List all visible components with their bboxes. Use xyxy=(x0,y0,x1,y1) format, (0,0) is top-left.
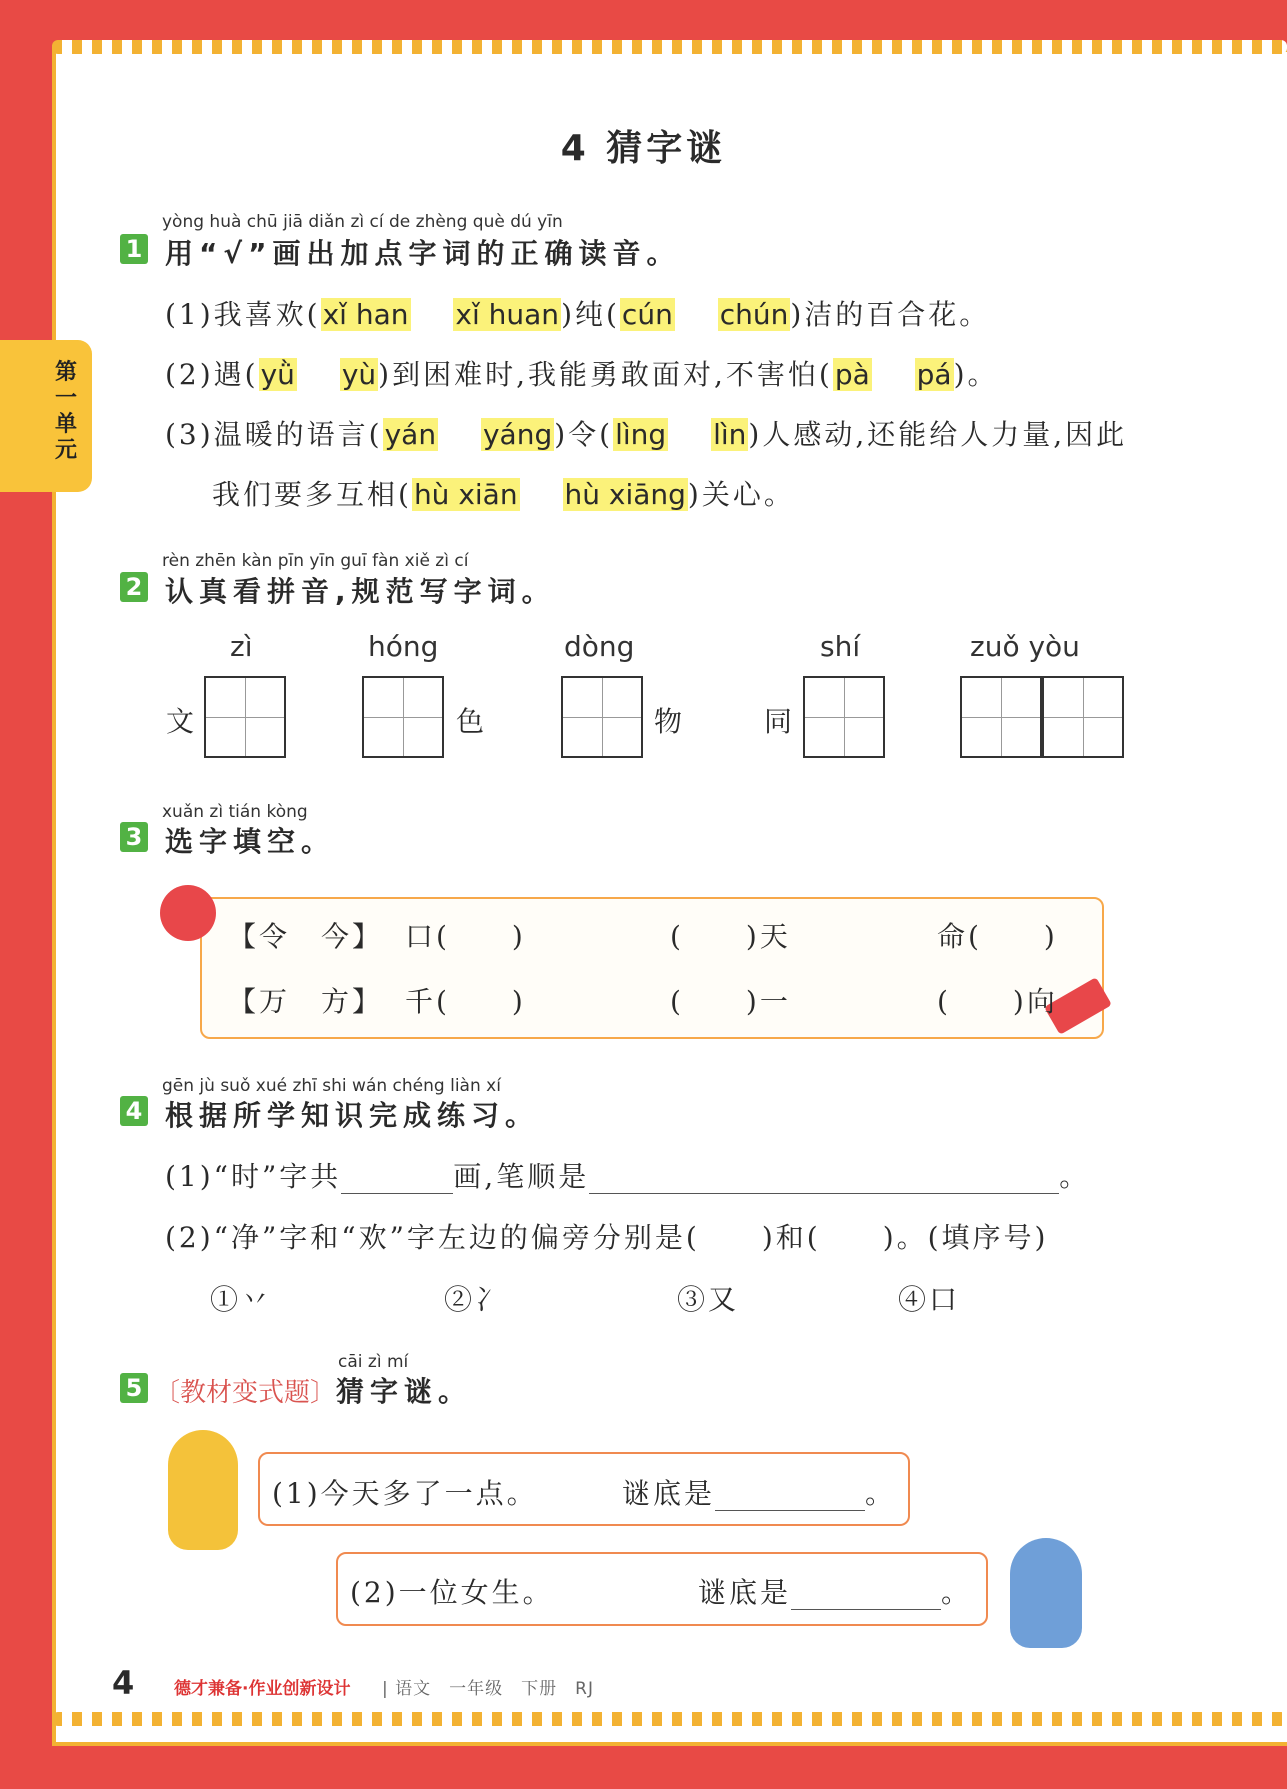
page-number: 4 xyxy=(112,1664,135,1702)
bottom-wave-border xyxy=(52,1712,1287,1726)
q3-row2-a[interactable]: 千( ) xyxy=(405,985,526,1018)
q1-line-3: (3)温暖的语言(yán yáng)令(lìng lìn)人感动,还能给人力量,因此 xyxy=(165,418,1128,451)
footer-grade: | 语文 一年级 下册 RJ xyxy=(382,1679,594,1699)
option[interactable]: lìng xyxy=(615,418,667,451)
riddle-2-text: (2)一位女生。 xyxy=(350,1576,554,1609)
q1-line-4: 我们要多互相(hù xiān hù xiāng)关心。 xyxy=(212,478,795,511)
option[interactable]: yáng xyxy=(482,418,553,451)
q4-instruction: 根据所学知识完成练习。 xyxy=(165,1099,540,1132)
q5-number: 5 xyxy=(120,1373,148,1403)
unit-tab-label: 第一单元 xyxy=(54,360,77,463)
q2-item-5-pinyin: zuǒ yòu xyxy=(970,630,1080,663)
option[interactable]: xǐ han xyxy=(322,298,409,331)
riddle-1-blank[interactable] xyxy=(715,1477,865,1511)
option[interactable]: pà xyxy=(834,358,870,391)
writing-grid[interactable] xyxy=(561,676,643,758)
riddle-1-text: (1)今天多了一点。 xyxy=(272,1477,538,1510)
q1-line-2: (2)遇(yǜ yù)到困难时,我能勇敢面对,不害怕(pà pá)。 xyxy=(165,358,999,391)
unit-tab xyxy=(0,340,92,492)
footer-brand: 德才兼备·作业创新设计 xyxy=(174,1679,351,1699)
q2-number: 2 xyxy=(120,572,148,602)
q2-pinyin: rèn zhēn kàn pīn yīn guī fàn xiě zì cí xyxy=(162,551,469,571)
q2-item-4-before: 同 xyxy=(764,705,793,738)
q2-item-1-pinyin: zì xyxy=(230,630,253,663)
q3-row2-c[interactable]: ( )向 xyxy=(937,985,1058,1018)
q3-row1-a[interactable]: 口( ) xyxy=(405,920,526,953)
lantern-icon xyxy=(160,885,216,941)
writing-grid[interactable] xyxy=(204,676,286,758)
writing-grid[interactable] xyxy=(1042,676,1124,758)
q5-pinyin: cāi zì mí xyxy=(338,1352,409,1372)
option[interactable]: xǐ huan xyxy=(455,298,560,331)
q2-instruction: 认真看拼音,规范写字词。 xyxy=(165,575,556,608)
riddle-1-answer: 谜底是 。 xyxy=(622,1477,897,1510)
option[interactable]: cún xyxy=(621,298,673,331)
option[interactable]: yǜ xyxy=(260,358,295,391)
girl-avatar xyxy=(168,1430,238,1550)
q3-row1-b[interactable]: ( )天 xyxy=(670,920,791,953)
boy-avatar xyxy=(1010,1538,1082,1648)
q5-instruction: 猜字谜。 xyxy=(336,1375,473,1408)
option[interactable]: yán xyxy=(384,418,437,451)
q4-option-2: ②冫 xyxy=(444,1283,507,1316)
writing-grid[interactable] xyxy=(960,676,1042,758)
option[interactable]: yù xyxy=(341,358,377,391)
option[interactable]: pá xyxy=(916,358,952,391)
option[interactable]: hù xiāng xyxy=(564,478,686,511)
q2-item-3-pinyin: dòng xyxy=(564,630,635,663)
q3-row1-group: 【令 今】 xyxy=(228,920,384,953)
riddle-2-blank[interactable] xyxy=(791,1576,941,1610)
q3-row2-group: 【万 方】 xyxy=(228,985,384,1018)
q2-item-2-after: 色 xyxy=(456,705,485,738)
top-wave-border xyxy=(52,40,1287,54)
stroke-order-blank[interactable] xyxy=(589,1160,1059,1194)
q4-line-1: (1)“时”字共 画,笔顺是 。 xyxy=(165,1160,1091,1193)
q3-row1-c[interactable]: 命( ) xyxy=(937,920,1058,953)
q1-pinyin: yòng huà chū jiā diǎn zì cí de zhèng què dú yīn xyxy=(162,212,563,232)
q1-instruction: 用“√”画出加点字词的正确读音。 xyxy=(165,237,681,270)
q3-row2-b[interactable]: ( )一 xyxy=(670,985,791,1018)
stroke-count-blank[interactable] xyxy=(341,1160,453,1194)
q4-line-2: (2)“净”字和“欢”字左边的偏旁分别是( )和( )。(填序号) xyxy=(165,1221,1049,1254)
q5-tag: 〔教材变式题〕 xyxy=(154,1378,337,1408)
q3-instruction: 选字填空。 xyxy=(165,825,336,858)
option[interactable]: hù xiān xyxy=(413,478,518,511)
q2-item-4-pinyin: shí xyxy=(820,630,861,663)
q1-number: 1 xyxy=(120,234,148,264)
q2-item-2-pinyin: hóng xyxy=(368,630,439,663)
q2-item-1-before: 文 xyxy=(166,705,195,738)
q4-number: 4 xyxy=(120,1096,148,1126)
q4-option-3: ③又 xyxy=(677,1283,740,1316)
q1-line-1: (1)我喜欢(xǐ han xǐ huan)纯(cún chún)洁的百合花。 xyxy=(165,298,991,331)
q4-pinyin: gēn jù suǒ xué zhī shi wán chéng liàn xí xyxy=(162,1076,501,1096)
option[interactable]: chún xyxy=(719,298,789,331)
riddle-2-answer: 谜底是 。 xyxy=(698,1576,973,1609)
page-title: 4 猜字谜 xyxy=(560,128,727,169)
q3-number: 3 xyxy=(120,822,148,852)
q4-option-1: ①丷 xyxy=(210,1283,273,1316)
option[interactable]: lìn xyxy=(713,418,747,451)
q2-item-3-after: 物 xyxy=(654,705,683,738)
q4-option-4: ④口 xyxy=(898,1283,961,1316)
q3-pinyin: xuǎn zì tián kòng xyxy=(162,802,308,822)
writing-grid[interactable] xyxy=(362,676,444,758)
writing-grid[interactable] xyxy=(803,676,885,758)
